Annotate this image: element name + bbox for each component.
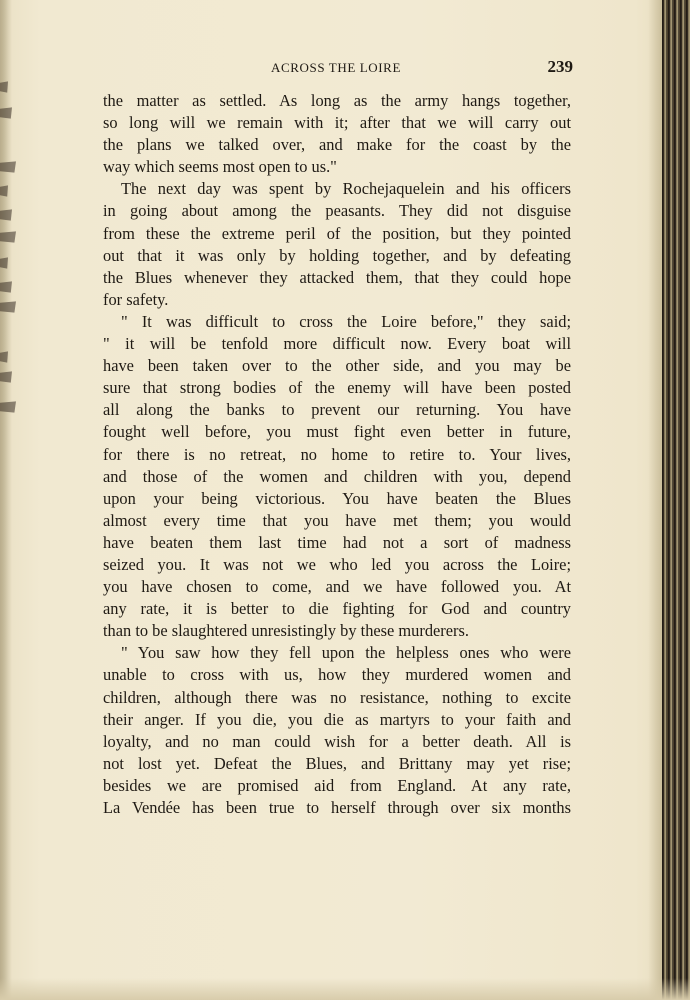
margin-fragment <box>0 400 16 414</box>
text-line: have been taken over to the other side, and you may be <box>103 356 571 376</box>
page-number: 239 <box>547 57 573 76</box>
text-line: loyalty, and no man could wish for a better death. All is <box>103 731 571 751</box>
paragraph <box>103 311 571 642</box>
text-line: you have chosen to come, and we have followed you. At <box>103 577 571 597</box>
text-line: the plans we talked over, and make for the coast by the <box>103 135 571 155</box>
text-line: all along the banks to prevent our returning. You have <box>103 400 571 420</box>
text-line: and those of the women and children with you, depend <box>103 466 571 486</box>
book-page-edges <box>662 0 690 1000</box>
margin-fragment <box>0 80 8 94</box>
paragraph <box>103 178 571 311</box>
margin-fragment <box>0 370 12 384</box>
text-line: than to be slaughtered unresistingly by these murderers. <box>103 621 469 641</box>
margin-fragment <box>0 160 16 174</box>
text-line: for safety. <box>103 289 169 309</box>
text-line: any rate, it is better to die fighting for God and country <box>103 599 571 619</box>
text-line: not lost yet. Defeat the Blues, and Brittany may yet rise; <box>103 753 571 773</box>
text-line: The next day was spent by Rochejaquelein and his officers <box>121 179 571 199</box>
text-line: have beaten them last time had not a sort of madness <box>103 532 571 552</box>
text-line: upon your being victorious. You have beaten the Blues <box>103 488 571 508</box>
text-line: the Blues whenever they attacked them, that they could hope <box>103 267 571 287</box>
page-edge-shadow <box>648 0 662 1000</box>
body-text <box>103 90 571 819</box>
margin-fragment <box>0 208 12 222</box>
text-line: out that it was only by holding together, and by defeating <box>103 245 571 265</box>
margin-fragment <box>0 256 8 270</box>
margin-fragment <box>0 106 12 120</box>
paragraph <box>103 90 571 178</box>
text-line: seized you. It was not we who led you across the Loire; <box>103 554 571 574</box>
text-line: their anger. If you die, you die as martyrs to your faith and <box>103 709 571 729</box>
text-line: besides we are promised aid from England. At any rate, <box>103 775 571 795</box>
text-line: way which seems most open to us." <box>103 157 337 177</box>
margin-fragment <box>0 230 16 244</box>
margin-fragment <box>0 300 16 314</box>
text-line: La Vendée has been true to herself through over six months <box>103 798 571 817</box>
text-line: " It was difficult to cross the Loire before," they said; <box>121 311 571 331</box>
text-line: for there is no retreat, no home to retire to. Your lives, <box>103 444 571 464</box>
paragraph <box>103 642 571 819</box>
text-line: in going about among the peasants. They did not disguise <box>103 201 571 221</box>
text-line: children, although there was no resistance, nothing to excite <box>103 687 571 707</box>
previous-page-edge-text <box>0 60 18 440</box>
running-title: ACROSS THE LOIRE <box>271 60 401 75</box>
margin-fragment <box>0 280 12 294</box>
text-line: so long will we remain with it; after that we will carry out <box>103 113 571 133</box>
bottom-shadow <box>0 978 690 1000</box>
text-line: sure that strong bodies of the enemy will have been posted <box>103 378 571 398</box>
text-line: unable to cross with us, how they murdered women and <box>103 665 571 685</box>
text-line: fought well before, you must fight even better in future, <box>103 422 571 442</box>
text-line: " it will be tenfold more difficult now. Every boat will <box>103 334 571 354</box>
text-line: " You saw how they fell upon the helpless ones who were <box>121 643 571 663</box>
margin-fragment <box>0 350 8 364</box>
margin-fragment <box>0 184 8 198</box>
page-header <box>103 58 573 82</box>
text-line: almost every time that you have met them; you would <box>103 510 571 530</box>
text-line: from these the extreme peril of the position, but they pointed <box>103 223 571 243</box>
text-line: the matter as settled. As long as the army hangs together, <box>103 91 571 110</box>
